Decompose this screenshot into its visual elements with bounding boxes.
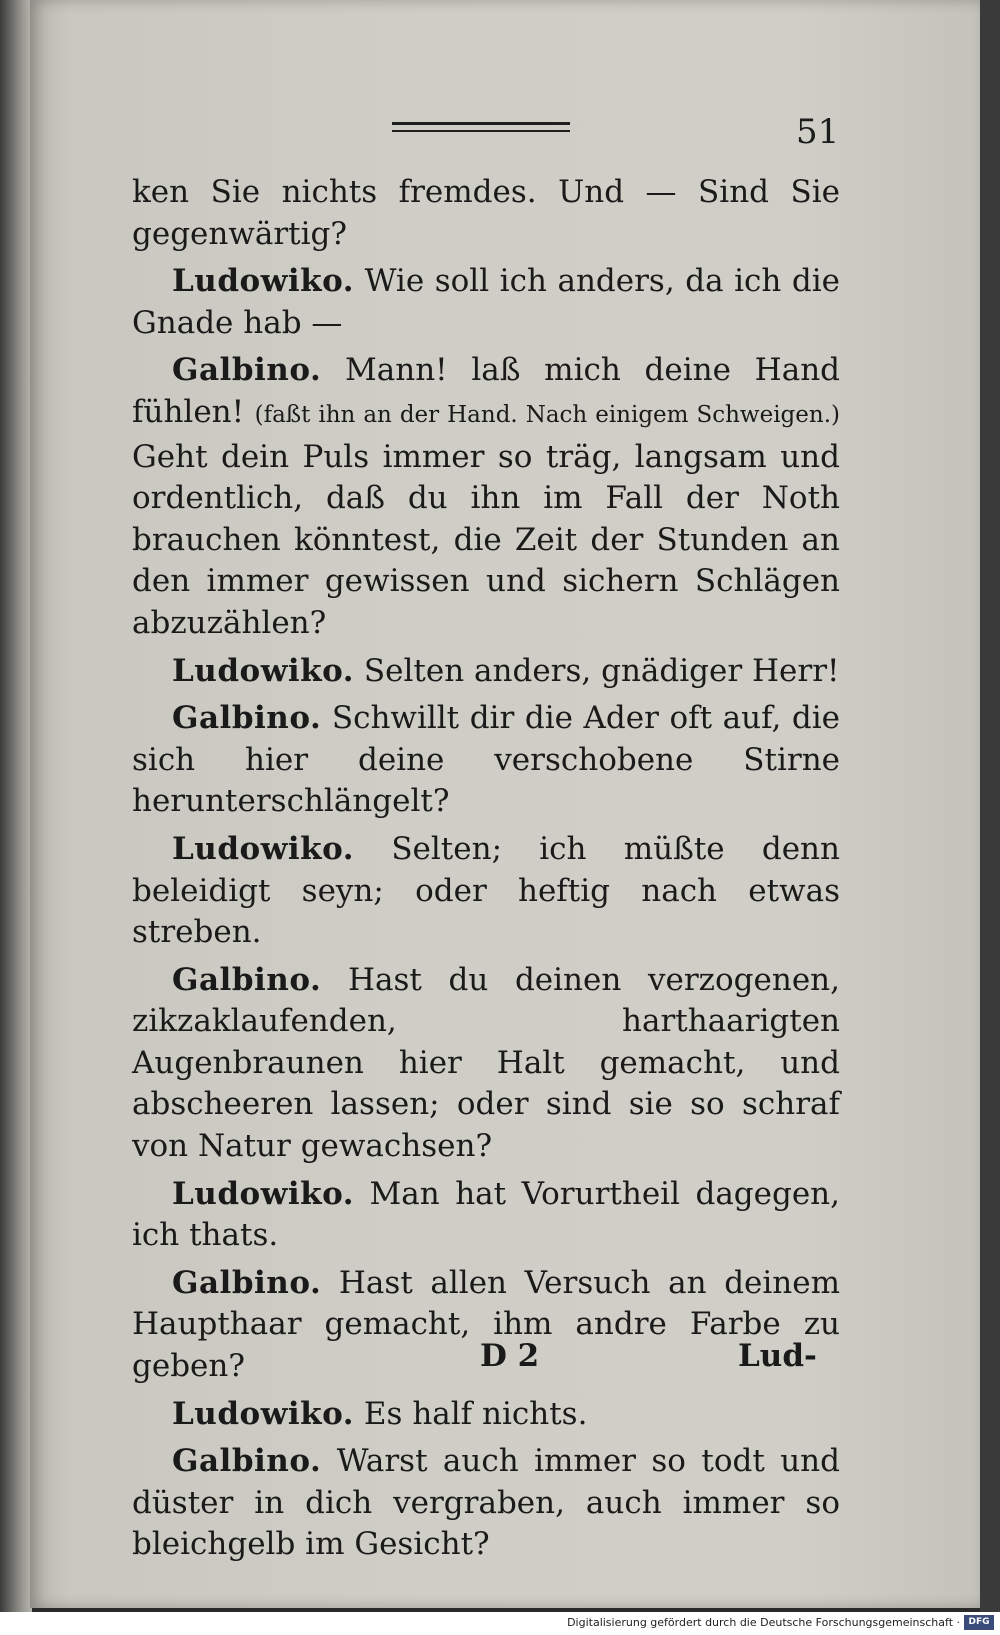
- dialogue-paragraph: [132, 651, 840, 693]
- paragraph-continuation: [132, 172, 840, 255]
- header-rule: [392, 122, 570, 125]
- speaker-name: Galbino.: [172, 1264, 322, 1301]
- stage-direction: (faßt ihn an der Hand. Nach einigem Schweigen.): [254, 401, 840, 428]
- speaker-name: Ludowiko.: [172, 652, 355, 689]
- speaker-name: Galbino.: [172, 700, 322, 737]
- paragraph-text: Selten anders, gnädiger Herr!: [363, 652, 840, 689]
- speaker-name: Ludowiko.: [172, 263, 355, 300]
- paragraph-text: Warst auch immer so todt und düster in dich vergraben, auch immer so bleichgelb im Gesicht?: [132, 1443, 840, 1563]
- paragraph-text: Man hat Vorurtheil dagegen, ich thats.: [132, 1175, 840, 1254]
- paragraph-text: Selten; ich müßte denn beleidigt seyn; oder heftig nach etwas streben.: [132, 830, 840, 951]
- speaker-name: Galbino.: [172, 961, 322, 998]
- paragraph-text: Mann! laß mich deine Hand fühlen!: [132, 352, 840, 430]
- speaker-name: Ludowiko.: [172, 830, 355, 867]
- speaker-name: Ludowiko.: [172, 1175, 355, 1212]
- dialogue-paragraph: [132, 829, 840, 954]
- page-number: 51: [796, 112, 840, 152]
- paragraph-text: ken Sie nichts fremdes. Und — Sind Sie gegenwärtig?: [132, 174, 840, 252]
- book-spine-shadow: [0, 0, 32, 1612]
- dialogue-paragraph: [132, 1394, 840, 1436]
- paragraph-text: Es half nichts.: [363, 1395, 588, 1432]
- book-page: [30, 0, 980, 1608]
- paragraph-text: Schwillt dir die Ader oft auf, die sich hier deine verschobene Stirne herunterschlängelt?: [132, 700, 841, 820]
- dialogue-paragraph: [132, 261, 840, 344]
- dfg-logo: DFG: [964, 1615, 994, 1630]
- paragraph-text: Wie soll ich anders, da ich die Gnade hab —: [132, 263, 840, 341]
- digitization-credit: Digitalisierung gefördert durch die Deutsche Forschungsgemeinschaft ·: [567, 1616, 960, 1629]
- dialogue-paragraph: [132, 350, 840, 644]
- dialogue-paragraph: [132, 960, 840, 1168]
- dialogue-paragraph: [132, 1174, 840, 1257]
- signature-mark: D 2: [480, 1338, 540, 1374]
- paragraph-text: Hast du deinen verzogenen, zikzaklaufenden, harthaarigten Augenbraunen hier Halt gemacht, und abscheeren lassen; oder sind sie so schraf von Natur gewachsen?: [132, 961, 840, 1165]
- dialogue-paragraph: [132, 698, 840, 823]
- dialogue-paragraph: [132, 1441, 840, 1566]
- speaker-name: Ludowiko.: [172, 1395, 355, 1432]
- paragraph-text: Hast allen Versuch an deinem Haupthaar gemacht, ihm andre Farbe zu geben?: [132, 1264, 841, 1385]
- speaker-name: Galbino.: [172, 352, 322, 389]
- paragraph-text-continued: Geht dein Puls immer so träg, langsam und ordentlich, daß du ihn im Fall der Noth brauchen könntest, die Zeit der Stunden an den immer gewissen und sichern Schlägen abzuzählen?: [132, 438, 840, 641]
- scan-edge: [980, 0, 1000, 1612]
- catchword: Lud‑: [738, 1338, 817, 1374]
- speaker-name: Galbino.: [172, 1443, 322, 1480]
- header-rule-thin: [392, 130, 570, 132]
